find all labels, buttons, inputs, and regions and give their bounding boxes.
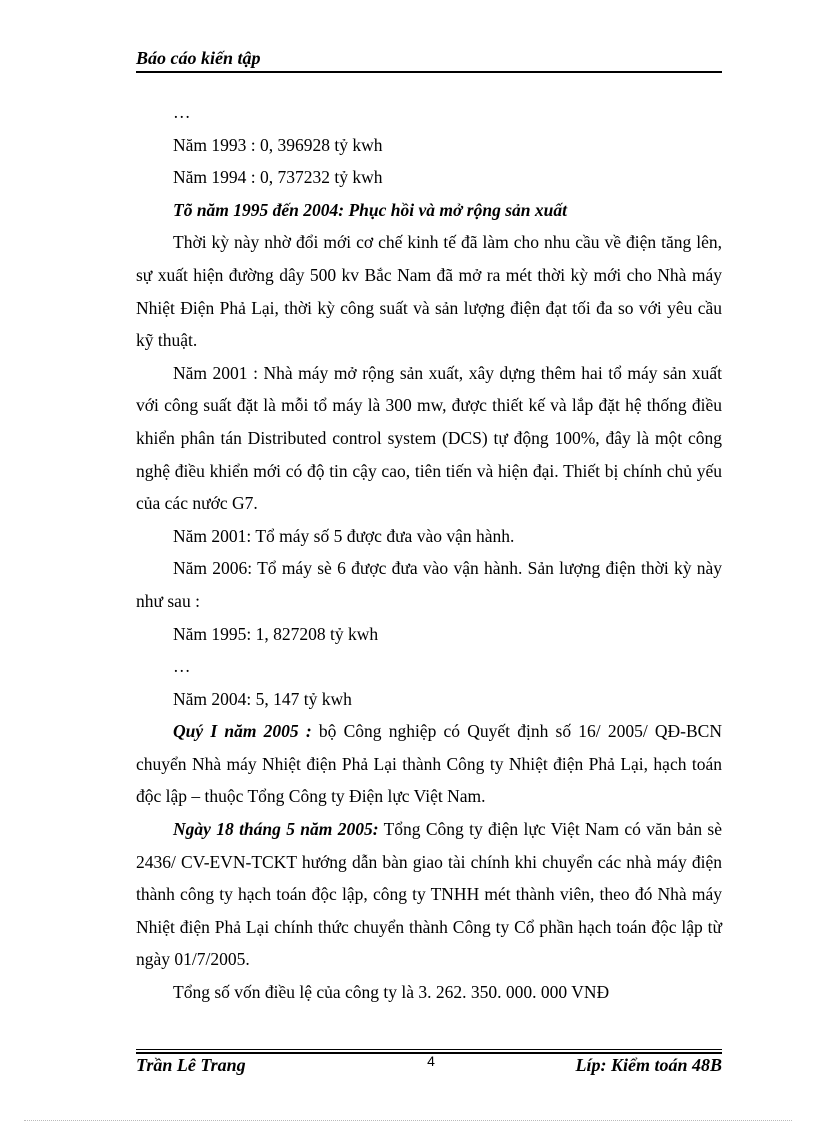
document-body xyxy=(136,96,722,1009)
paragraph-1993: Năm 1993 : 0, 396928 tỷ kwh xyxy=(173,134,383,155)
q1-2005-label: Quý I năm 2005 : xyxy=(173,721,312,742)
footer-class: Líp: Kiểm toán 48B xyxy=(575,1055,722,1075)
page-number: 4 xyxy=(427,1053,435,1069)
paragraph-ellipsis-1: … xyxy=(173,102,191,122)
q1-2005-text: bộ Công nghiệp có Quyết định số 16/ 2005/ QĐ-BCN chuyển Nhà máy Nhiệt điện Phả Lại thành Công ty Nhiệt điện Phả Lại, hạch toán độc lập – thuộc Tổng Công ty Điện lực Việt Nam. xyxy=(136,721,722,807)
page-header xyxy=(136,48,722,70)
paragraph-2001-unit5: Năm 2001: Tổ máy số 5 được đưa vào vận hành. xyxy=(173,525,515,546)
paragraph-ellipsis-2: … xyxy=(173,656,191,677)
header-divider xyxy=(136,71,722,73)
paragraph-recovery-period: Thời kỳ này nhờ đổi mới cơ chế kinh tế đã làm cho nhu cầu về điện tăng lên, sự xuất hiện đường dây 500 kv Bắc Nam đã mở ra mét thời kỳ mới cho Nhà máy Nhiệt Điện Phả Lại, thời kỳ công suất và sản lượng điện đạt tối đa so với yêu cầu kỹ thuật. xyxy=(136,232,722,351)
paragraph-q1-2005 xyxy=(136,715,722,813)
paragraph-1995-output: Năm 1995: 1, 827208 tỷ kwh xyxy=(173,623,379,644)
may-2005-label: Ngày 18 tháng 5 năm 2005: xyxy=(173,819,379,840)
may-2005-text: Tổng Công ty điện lực Việt Nam có văn bản sè 2436/ CV-EVN-TCKT hướng dẫn bàn giao tài chính khi chuyển các nhà máy điện thành công ty hạch toán độc lập, công ty TNHH mét thành viên, theo đó Nhà máy Nhiệt điện Phả Lại chính thức chuyển thành Công ty Cổ phần hạch toán độc lập từ ngày 01/7/2005. xyxy=(136,819,723,970)
paragraph-1994: Năm 1994 : 0, 737232 tỷ kwh xyxy=(173,167,383,188)
footer-divider-thin xyxy=(136,1049,722,1050)
paragraph-2006-unit6: Năm 2006: Tổ máy sè 6 được đưa vào vận hành. Sản lượng điện thời kỳ này như sau : xyxy=(136,558,722,611)
paragraph-2004-output: Năm 2004: 5, 147 tỷ kwh xyxy=(173,688,352,709)
paragraph-may-2005 xyxy=(136,813,722,976)
footer-author: Trần Lê Trang xyxy=(136,1055,246,1075)
paragraph-charter-capital: Tổng số vốn điều lệ của công ty là 3. 262. 350. 000. 000 VNĐ xyxy=(173,982,610,1003)
section-heading-1995-2004: Tõ năm 1995 đến 2004: Phục hồi và mở rộng sản xuất xyxy=(173,199,567,220)
header-title: Báo cáo kiến tập xyxy=(136,48,261,68)
page-bottom-border xyxy=(24,1120,792,1121)
paragraph-2001-expansion: Năm 2001 : Nhà máy mở rộng sản xuất, xây dựng thêm hai tổ máy sản xuất với công suất đặt là mỗi tổ máy là 300 mw, được thiết kế và lắp đặt hệ thống điều khiển phân tán Distributed control system (DCS) tự động 100%, đây là một công nghệ điều khiển mới có độ tin cậy cao, tiên tiến và hiện đại. Thiết bị chính chủ yếu của các nước G7. xyxy=(136,362,722,514)
